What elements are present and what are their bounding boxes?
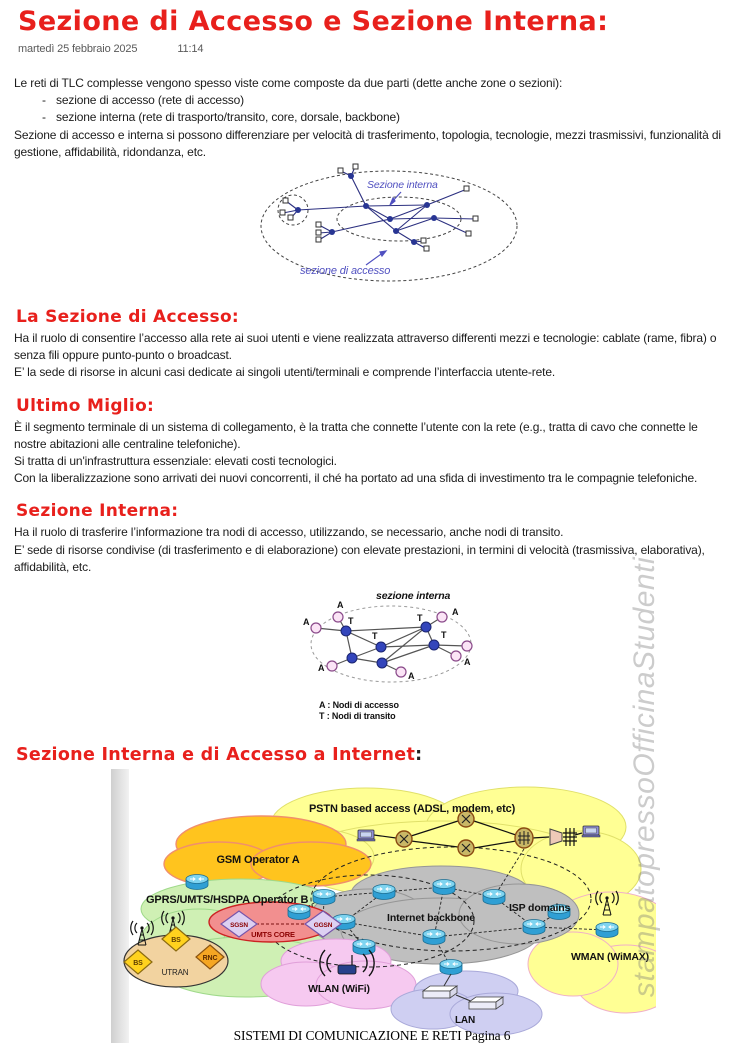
section-heading-interna: Sezione Interna: xyxy=(16,501,179,522)
gprs-label: GPRS/UMTS/HSDPA Operator B xyxy=(146,894,309,907)
dslam-icon xyxy=(515,828,533,848)
section-ultimo-miglio-text xyxy=(14,419,732,488)
internet-access-diagram-svg xyxy=(111,769,656,1045)
rnc-label: RNC xyxy=(202,955,218,963)
diagram2-title: sezione interna xyxy=(376,590,451,603)
node-label-a: A xyxy=(337,600,344,611)
bullet-dash: - xyxy=(42,110,46,125)
legend-transit-nodes: T : Nodi di transito xyxy=(319,711,396,722)
node-label-a: A xyxy=(408,671,415,682)
router-icon xyxy=(353,940,375,955)
node-label-t: T xyxy=(348,616,354,627)
section-accesso-text xyxy=(14,330,732,382)
legend-access-nodes: A : Nodi di accesso xyxy=(319,700,399,711)
section-heading-accesso: La Sezione di Accesso: xyxy=(16,307,240,328)
router-icon xyxy=(523,920,545,935)
node-label-t: T xyxy=(441,630,447,641)
pstn-label: PSTN based access (ADSL, modem, etc) xyxy=(309,803,516,816)
modem-icon xyxy=(357,830,375,841)
section-heading-ultimo-miglio: Ultimo Miglio: xyxy=(16,395,155,416)
node-label-t: T xyxy=(372,631,378,642)
wlan-label: WLAN (WiFi) xyxy=(308,983,370,996)
pstn-switch-icon xyxy=(396,831,412,847)
sgsn-label: SGSN xyxy=(230,922,248,930)
intro-line: Sezione di accesso e interna si possono differenziare per velocità di trasferimento, topologia, tecnologie, mezzi trasmissivi, funzionalità di gestione, affidabilità, ridondanza, etc. xyxy=(14,127,721,159)
network-sections-diagram xyxy=(254,163,534,293)
network-sections-diagram-svg xyxy=(254,163,534,293)
paragraph-line: È il segmento terminale di un sistema di collegamento, è la tratta che connette l’utente con la rete (e.g., tratta di cavo che connette le nostre abitazioni alle centraline telefoniche). xyxy=(14,419,698,451)
lan-switch-icon xyxy=(469,997,503,1009)
bullet-text: sezione di accesso (rete di accesso) xyxy=(56,93,245,108)
node-label-a: A xyxy=(303,617,310,628)
bs-label: BS xyxy=(133,960,143,968)
node-label-a: A xyxy=(452,607,459,618)
router-icon xyxy=(288,905,310,920)
router-icon xyxy=(440,960,462,975)
internal-section-label: Sezione interna xyxy=(367,179,438,192)
ggsn-label: GGSN xyxy=(313,922,333,930)
bullet-item xyxy=(42,109,732,126)
section-heading-internet xyxy=(16,746,732,765)
router-icon xyxy=(483,890,505,905)
lan-switch-icon xyxy=(423,986,457,998)
internet-heading-text: Sezione Interna e di Accesso a Internet xyxy=(16,745,416,766)
paragraph-line: Ha il ruolo di consentire l’accesso alla rete ai suoi utenti e viene realizzata attraverso differenti mezzi e tecnologie: cablate (rame, fibra) o senza fili oppure punto-punto o broadcast. xyxy=(14,331,717,363)
bullet-item xyxy=(42,92,732,109)
internet-access-diagram xyxy=(111,769,656,1045)
bs-label: BS xyxy=(171,937,181,945)
intro-paragraph xyxy=(14,75,732,161)
utran-label: UTRAN xyxy=(161,968,189,978)
umts-core-label: UMTS CORE xyxy=(251,930,295,940)
router-icon xyxy=(186,875,208,890)
paragraph-line: Si tratta di un'infrastruttura essenziale: elevati costi tecnologici. xyxy=(14,454,337,469)
date-text: martedì 25 febbraio 2025 xyxy=(18,43,138,55)
router-icon xyxy=(596,923,618,938)
intro-line: Le reti di TLC complesse vengono spesso viste come composte da due parti (dette anche zone o sezioni): xyxy=(14,76,563,90)
isp-label: ISP domains xyxy=(509,902,571,915)
internal-nodes-diagram-svg xyxy=(264,584,544,729)
diagram2-links xyxy=(316,617,467,672)
node-label-t: T xyxy=(417,613,423,624)
gsm-label: GSM Operator A xyxy=(216,854,300,867)
internal-nodes-diagram xyxy=(264,584,544,729)
paragraph-line: E’ sede di risorse condivise (di trasferimento e di elaborazione) con elevate prestazioni, in termini di velocità (trasmissiva, elaborativa), affidabilità, etc. xyxy=(14,542,705,574)
node-label-a: A xyxy=(318,663,325,674)
access-section-label: sezione di accesso xyxy=(300,265,391,278)
section-interna-text xyxy=(14,524,732,576)
time-text: 11:14 xyxy=(177,43,204,55)
page-title: Sezione di Accesso e Sezione Interna: xyxy=(18,6,609,37)
bullet-dash: - xyxy=(42,93,46,108)
paragraph-line: Ha il ruolo di trasferire l’informazione tra nodi di accesso, utilizzando, se necessario, anche nodi di transito. xyxy=(14,525,564,540)
router-icon xyxy=(313,890,335,905)
router-icon xyxy=(373,885,395,900)
modem-icon xyxy=(582,826,600,837)
node-label-a: A xyxy=(464,657,471,668)
bullet-text: sezione interna (rete di trasporto/transito, core, dorsale, backbone) xyxy=(56,110,400,125)
router-icon xyxy=(423,930,445,945)
slide-edge-strip xyxy=(111,769,129,1043)
pstn-switch-icon xyxy=(458,840,474,856)
lan-label: LAN xyxy=(454,1015,476,1027)
dateline xyxy=(18,43,732,55)
paragraph-line: Con la liberalizzazione sono arrivati dei nuovi concorrenti, il ché ha portato ad una sfida di investimento tra le compagnie telefoniche. xyxy=(14,471,698,486)
wman-label: WMAN (WiMAX) xyxy=(571,951,650,964)
paragraph-line: E’ la sede di risorse in alcuni casi dedicate ai singoli utenti/terminali e comprende l’interfaccia utente-rete. xyxy=(14,365,556,380)
page-footer: SISTEMI DI COMUNICAZIONE E RETI Pagina 6 xyxy=(233,1028,511,1043)
internet-heading-colon: : xyxy=(415,745,423,766)
router-icon xyxy=(433,880,455,895)
watermark-text: stampatopressoOfficinaStudenti xyxy=(628,556,661,998)
backbone-label: Internet backbone xyxy=(387,912,475,925)
